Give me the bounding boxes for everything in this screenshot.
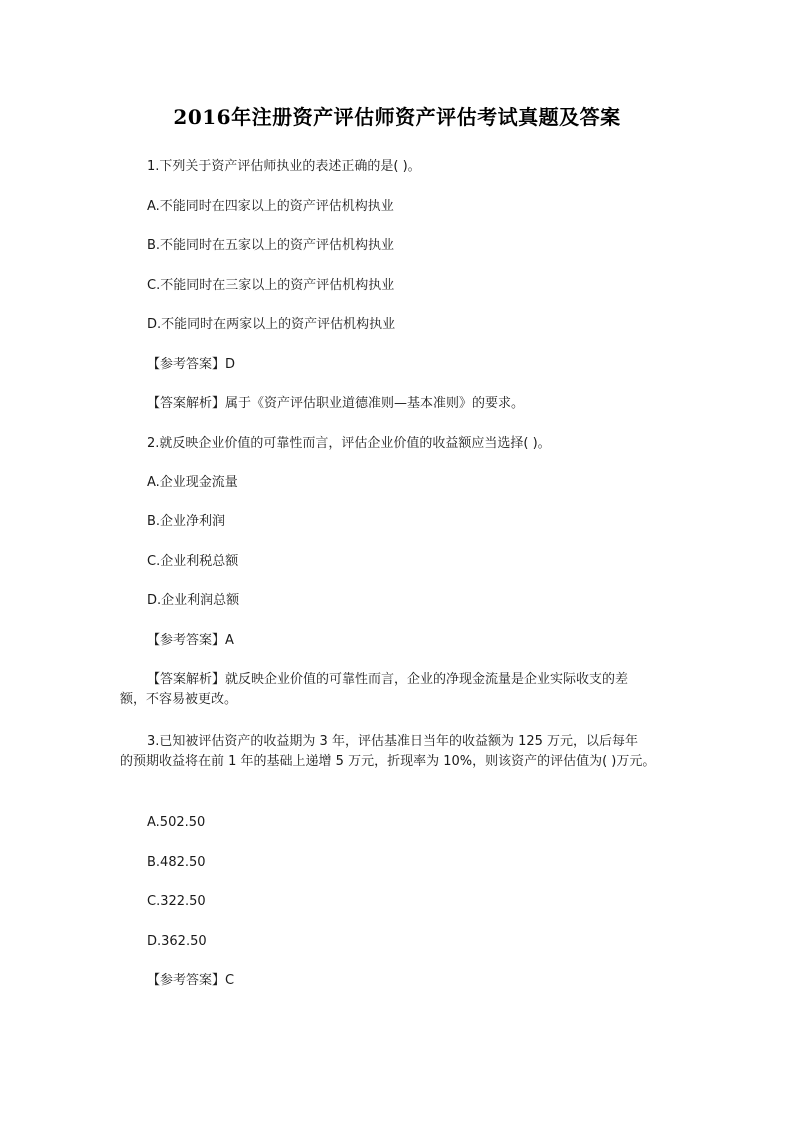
question-2-option-a: A.企业现金流量 [147,475,238,490]
question-1-option-a: A.不能同时在四家以上的资产评估机构执业 [147,199,394,214]
question-2-analysis-line-2: 额，不容易被更改。 [120,692,238,707]
question-1-option-c: C.不能同时在三家以上的资产评估机构执业 [147,278,395,293]
question-2-answer: 【参考答案】A [147,633,234,648]
question-1-option-b: B.不能同时在五家以上的资产评估机构执业 [147,238,395,253]
question-2-option-d: D.企业利润总额 [147,593,240,608]
question-1-option-d: D.不能同时在两家以上的资产评估机构执业 [147,317,396,332]
question-1-answer: 【参考答案】D [147,357,236,372]
question-2-analysis-line-1: 【答案解析】就反映企业价值的可靠性而言，企业的净现金流量是企业实际收支的差 [147,672,629,687]
question-2-option-c: C.企业利税总额 [147,554,239,569]
question-2-option-b: B.企业净利润 [147,514,226,529]
question-1-stem: 1.下列关于资产评估师执业的表述正确的是( )。 [147,159,421,174]
question-3-option-b: B.482.50 [147,855,206,870]
question-1-analysis: 【答案解析】属于《资产评估职业道德准则—基本准则》的要求。 [147,396,525,411]
question-3-option-c: C.322.50 [147,894,206,909]
question-2-analysis [120,670,680,710]
question-3-stem-line-2: 的预期收益将在前 1 年的基础上递增 5 万元，折现率为 10%，则该资产的评估值为( )万元。 [120,754,656,769]
document-title: 2016年注册资产评估师资产评估考试真题及答案 [173,105,621,129]
question-3-stem-line-1: 3.已知被评估资产的收益期为 3 年，评估基准日当年的收益额为 125 万元，以后每年 [147,734,639,749]
question-3-option-d: D.362.50 [147,934,207,949]
question-3-stem [120,732,680,772]
question-2-stem: 2.就反映企业价值的可靠性而言，评估企业价值的收益额应当选择( )。 [147,436,551,451]
question-3-answer: 【参考答案】C [147,973,235,988]
question-3-option-a: A.502.50 [147,815,206,830]
